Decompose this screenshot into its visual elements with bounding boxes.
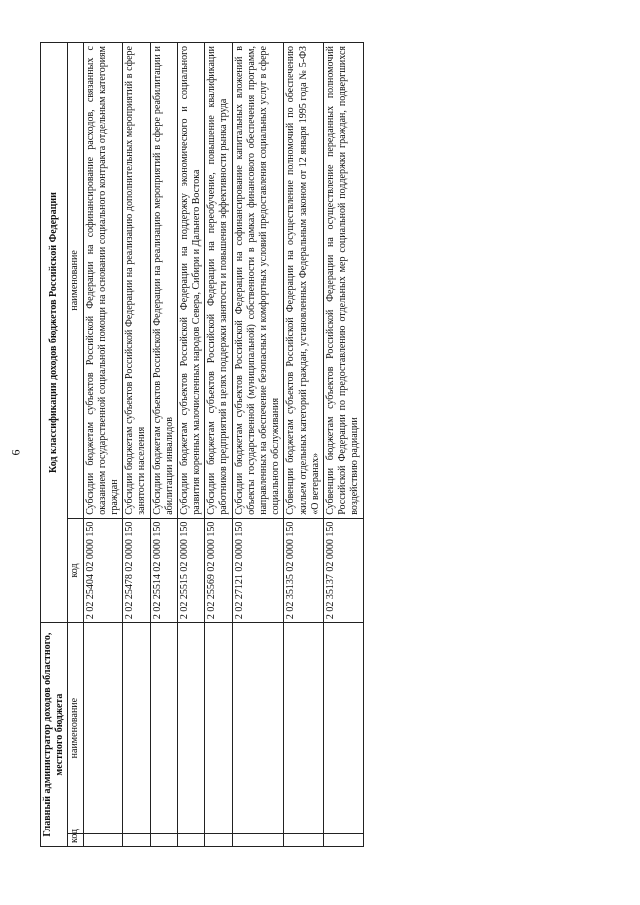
cell-class-name: Субвенции бюджетам субъектов Российской Федерации на осуществление полномочий по обеспечению жильем отдельных категорий граждан, установленных Федеральным законом от 12 января 1995 года № 5-ФЗ «О ветеранах» bbox=[284, 43, 324, 519]
cell-admin-code bbox=[232, 834, 284, 847]
table-row bbox=[232, 43, 284, 847]
cell-class-name: Субсидии бюджетам субъектов Российской Федерации на софинансирование капитальных вложений в объекты государственной (муниципальной) собственности в рамках финансового обеспечения программ, направленных на обеспечение безопасных и комфортных условий предоставления социальных услуг в сфере социального обслуживания bbox=[232, 43, 284, 519]
header-class-code: код bbox=[68, 518, 83, 622]
cell-admin-name bbox=[150, 623, 177, 834]
table-row bbox=[205, 43, 232, 847]
header-class-name: наименование bbox=[68, 43, 83, 519]
cell-class-code: 2 02 25478 02 0000 150 bbox=[123, 518, 150, 622]
page-number: 6 bbox=[8, 449, 23, 456]
revenue-classification-table bbox=[40, 42, 364, 847]
cell-class-code: 2 02 35135 02 0000 150 bbox=[284, 518, 324, 622]
header-classification-group: Код классификации доходов бюджетов Российской Федерации bbox=[41, 43, 68, 623]
table-row bbox=[123, 43, 150, 847]
cell-admin-code bbox=[150, 834, 177, 847]
table-row bbox=[83, 43, 123, 847]
cell-class-code: 2 02 25515 02 0000 150 bbox=[177, 518, 204, 622]
cell-class-name: Субсидии бюджетам субъектов Российской Федерации на софинансирование расходов, связанных с оказанием государственной социальной помощи на основании социального контракта отдельным категориям граждан bbox=[83, 43, 123, 519]
cell-class-code: 2 02 35137 02 0000 150 bbox=[323, 518, 363, 622]
table-row bbox=[323, 43, 363, 847]
header-admin-name: наименование bbox=[68, 623, 83, 834]
cell-class-name: Субвенции бюджетам субъектов Российской Федерации на осуществление переданных полномочий Российской Федерации по предоставлению отдельных мер социальной поддержки граждан, подвергшихся воздействию радиации bbox=[323, 43, 363, 519]
table-row bbox=[177, 43, 204, 847]
cell-class-name: Субсидии бюджетам субъектов Российской Федерации на реализацию мероприятий в сфере реабилитации и абилитации инвалидов bbox=[150, 43, 177, 519]
cell-admin-name bbox=[232, 623, 284, 834]
table-row bbox=[284, 43, 324, 847]
cell-admin-name bbox=[323, 623, 363, 834]
revenue-classification-table-wrapper bbox=[40, 42, 560, 847]
cell-class-code: 2 02 27121 02 0000 150 bbox=[232, 518, 284, 622]
cell-admin-code bbox=[177, 834, 204, 847]
cell-admin-code bbox=[205, 834, 232, 847]
cell-class-code: 2 02 25404 02 0000 150 bbox=[83, 518, 123, 622]
table-row bbox=[150, 43, 177, 847]
cell-class-name: Субсидии бюджетам субъектов Российской Федерации на переобучение, повышение квалификации работников предприятий в целях поддержки занятости и повышения эффективности рынка труда bbox=[205, 43, 232, 519]
cell-admin-code bbox=[284, 834, 324, 847]
header-admin-code: код bbox=[68, 834, 83, 847]
header-row-columns bbox=[68, 43, 83, 847]
header-admin-group: Главный администратор доходов областного, местного бюджета bbox=[41, 623, 68, 847]
header-row-groups bbox=[41, 43, 68, 847]
cell-admin-name bbox=[83, 623, 123, 834]
cell-admin-code bbox=[123, 834, 150, 847]
cell-admin-name bbox=[205, 623, 232, 834]
cell-class-code: 2 02 25514 02 0000 150 bbox=[150, 518, 177, 622]
cell-admin-name bbox=[177, 623, 204, 834]
cell-class-code: 2 02 25569 02 0000 150 bbox=[205, 518, 232, 622]
cell-class-name: Субсидии бюджетам субъектов Российской Федерации на поддержку экономического и социального развития коренных малочисленных народов Севера, Сибири и Дальнего Востока bbox=[177, 43, 204, 519]
cell-class-name: Субсидии бюджетам субъектов Российской Федерации на реализацию дополнительных мероприятий в сфере занятости населения bbox=[123, 43, 150, 519]
cell-admin-code bbox=[83, 834, 123, 847]
cell-admin-code bbox=[323, 834, 363, 847]
cell-admin-name bbox=[284, 623, 324, 834]
cell-admin-name bbox=[123, 623, 150, 834]
